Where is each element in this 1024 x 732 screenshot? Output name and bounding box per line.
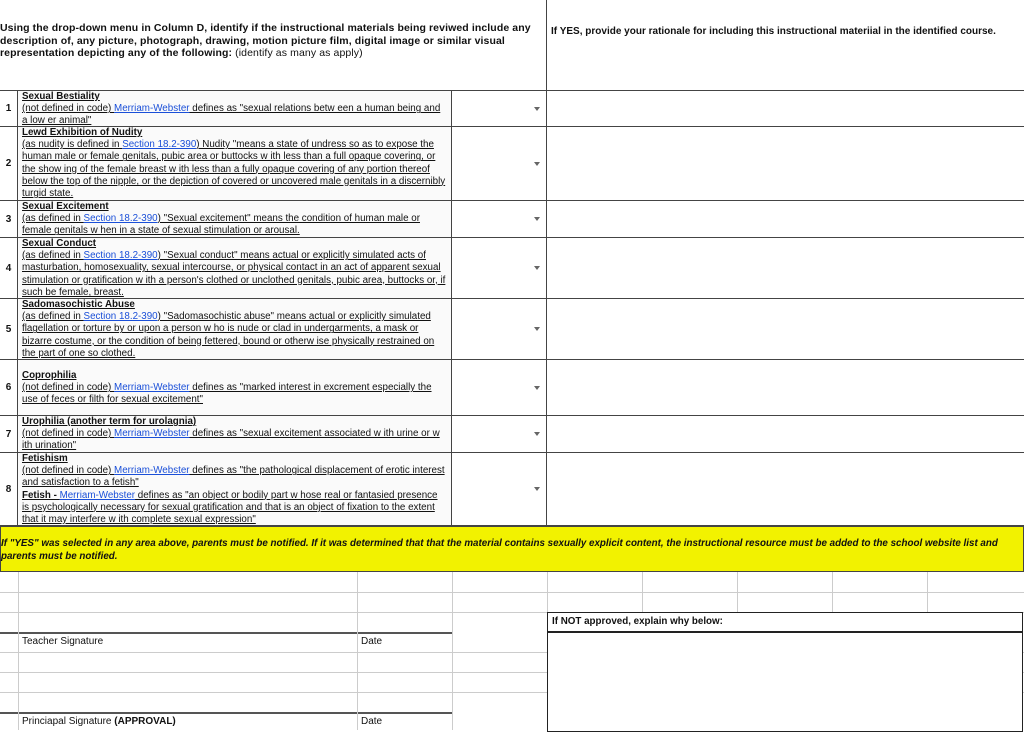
- criteria-title: Lewd Exhibition of Nudity: [22, 127, 143, 138]
- grid-line: [0, 632, 452, 634]
- rationale-cell[interactable]: [547, 360, 1024, 415]
- criteria-title: Sexual Conduct: [22, 238, 97, 249]
- definition-text: (as defined in: [22, 250, 84, 262]
- yes-no-dropdown[interactable]: [452, 416, 547, 452]
- chevron-down-icon[interactable]: [534, 386, 540, 390]
- criteria-row: [0, 416, 1024, 453]
- definition-text: (as defined in: [22, 213, 84, 225]
- criteria-title: Sadomasochistic Abuse: [22, 299, 135, 310]
- grid-line: [737, 572, 738, 612]
- row-number: 1: [0, 91, 18, 126]
- instructions-text: Using the drop-down menu in Column D, identify if the instructional materials being reviwed include any description of, any picture, photograph, drawing, motion picture film, digital image or similar visual representation depicting any of the following:: [0, 22, 531, 59]
- approval-label: (APPROVAL): [114, 716, 176, 727]
- criteria-description: [18, 238, 452, 298]
- merriam-webster-link[interactable]: Merriam-Webster: [59, 489, 136, 501]
- definition-text: (as defined in: [22, 311, 84, 323]
- criteria-row: [0, 238, 1024, 299]
- rationale-cell[interactable]: [547, 91, 1024, 126]
- criteria-title: Urophilia (another term for urolagnia): [22, 416, 197, 427]
- row-number: 6: [0, 360, 18, 415]
- chevron-down-icon[interactable]: [534, 432, 540, 436]
- row-number: 5: [0, 299, 18, 359]
- chevron-down-icon[interactable]: [534, 162, 540, 166]
- criteria-description: [18, 91, 452, 126]
- definition-text: defines as "the pathological displacement of erotic interest and satisfaction to a fetish": [22, 465, 445, 489]
- chevron-down-icon[interactable]: [534, 217, 540, 221]
- parent-notice: If "YES" was selected in any area above, parents must be notified. If it was determined that that the material contains sexually explicit content, the instructional resource must be added to the school website list and parents must be notified.: [0, 526, 1024, 572]
- grid-line: [18, 572, 19, 730]
- merriam-webster-link[interactable]: Merriam-Webster: [114, 428, 190, 440]
- grid-line: [832, 572, 833, 612]
- criteria-row: [0, 127, 1024, 201]
- yes-no-dropdown[interactable]: [452, 453, 547, 525]
- definition-text: ) "Sadomasochistic abuse" means actual or explicitly simulated flagellation or torture by or upon a person w ho is nude or clad in undergarments, a mask or bizarre costume, or the condition of being fettered, bound or otherw ise physically restrained on the part of one so clothed.: [22, 311, 435, 359]
- definition-text: (as nudity is defined in: [22, 139, 123, 151]
- yes-no-dropdown[interactable]: [452, 299, 547, 359]
- teacher-date-label: Date: [361, 636, 383, 647]
- section-link[interactable]: Section 18.2-390: [83, 250, 158, 262]
- criteria-row: [0, 299, 1024, 360]
- definition-text: defines as "sexual relations betw een a human being and a low er animal": [22, 103, 441, 126]
- criteria-description: [18, 299, 452, 359]
- criteria-title: Sexual Bestiality: [22, 91, 100, 102]
- criteria-row: [0, 201, 1024, 238]
- grid-line: [0, 712, 452, 714]
- rationale-cell[interactable]: [547, 201, 1024, 237]
- rationale-cell[interactable]: [547, 453, 1024, 525]
- definition-text: (not defined in code): [22, 382, 115, 394]
- section-link[interactable]: Section 18.2-390: [122, 139, 197, 151]
- criteria-description: [18, 201, 452, 237]
- definition-text: (not defined in code): [22, 428, 115, 440]
- rationale-cell[interactable]: [547, 127, 1024, 200]
- criteria-description: [18, 360, 452, 415]
- chevron-down-icon[interactable]: [534, 327, 540, 331]
- merriam-webster-link[interactable]: Merriam-Webster: [114, 465, 190, 477]
- yes-no-dropdown[interactable]: [452, 238, 547, 298]
- definition-text: (not defined in code): [22, 103, 115, 115]
- row-number: 7: [0, 416, 18, 452]
- definition-text: defines as "an object or bodily part w hose real or fantasied presence is psychologically necessary for sexual gratification and that is an object of fixation to the extent that it may interfere w ith complete sexual expression": [22, 489, 438, 525]
- definition-text: defines as "marked interest in excrement especially the use of feces or filth for sexual excitement": [22, 382, 432, 406]
- criteria-description: [18, 453, 452, 525]
- grid-line: [0, 592, 1024, 593]
- rationale-cell[interactable]: [547, 416, 1024, 452]
- definition-text: ) "Sexual conduct" means actual or explicitly simulated acts of masturbation, homosexuality, sexual intercourse, or physical contact in an act of apparent sexual stimulation or gratification w ith a person's clothed or unclothed genitals, pubic area, buttocks or, if such be female, breast.: [22, 250, 446, 298]
- row-number: 8: [0, 453, 18, 525]
- criteria-row: [0, 360, 1024, 416]
- principal-signature-label: [22, 716, 176, 727]
- grid-line: [452, 572, 453, 730]
- chevron-down-icon[interactable]: [534, 107, 540, 111]
- rationale-cell[interactable]: [547, 238, 1024, 298]
- definition-text: (not defined in code): [22, 465, 115, 477]
- grid-line: [357, 572, 358, 730]
- section-link[interactable]: Section 18.2-390: [83, 213, 158, 225]
- criteria-title: Fetishism: [22, 453, 68, 464]
- criteria-description: [18, 416, 452, 452]
- criteria-title: Sexual Excitement: [22, 201, 109, 212]
- instructions-note: (identify as many as apply): [232, 47, 363, 59]
- chevron-down-icon[interactable]: [534, 266, 540, 270]
- definition-text: ) "Sexual excitement" means the condition of human male or female genitals w hen in a state of sexual stimulation or arousal.: [22, 213, 420, 237]
- criteria-row: [0, 91, 1024, 127]
- not-approved-explanation-field[interactable]: [547, 632, 1023, 732]
- definition-text: ) Nudity "means a state of undress so as to expose the human male or female genitals, pubic area or buttocks w ith less than a full opaque covering, or the show ing of the female breast w ith less than a fully opaque covering of any portion thereof below the top of the nipple, or the depiction of covered or uncovered male genitals in a discernibly turgid state.: [22, 139, 446, 200]
- criteria-title: Coprophilia: [22, 370, 77, 381]
- teacher-signature-label: Teacher Signature: [22, 636, 104, 647]
- row-number: 3: [0, 201, 18, 237]
- not-approved-label: If NOT approved, explain why below:: [547, 612, 1023, 632]
- chevron-down-icon[interactable]: [534, 487, 540, 491]
- grid-line: [927, 572, 928, 612]
- grid-line: [642, 572, 643, 612]
- row-number: 2: [0, 127, 18, 200]
- merriam-webster-link[interactable]: Merriam-Webster: [114, 103, 190, 115]
- definition-text: Fetish -: [22, 489, 60, 501]
- criteria-description: [18, 127, 452, 200]
- principal-label: Princiapal Signature: [22, 716, 115, 727]
- section-link[interactable]: Section 18.2-390: [83, 311, 158, 323]
- yes-no-dropdown[interactable]: [452, 360, 547, 415]
- rationale-header: If YES, provide your rationale for including this instructional materiial in the identified course.: [547, 0, 1024, 91]
- yes-no-dropdown[interactable]: [452, 127, 547, 200]
- instructions-header: [0, 0, 547, 91]
- yes-no-dropdown[interactable]: [452, 201, 547, 237]
- yes-no-dropdown[interactable]: [452, 91, 547, 126]
- criteria-row: [0, 453, 1024, 526]
- definition-text: defines as "sexual excitement associated w ith urine or w ith urination": [22, 428, 440, 452]
- principal-date-label: Date: [361, 716, 383, 727]
- rationale-cell[interactable]: [547, 299, 1024, 359]
- merriam-webster-link[interactable]: Merriam-Webster: [114, 382, 190, 394]
- row-number: 4: [0, 238, 18, 298]
